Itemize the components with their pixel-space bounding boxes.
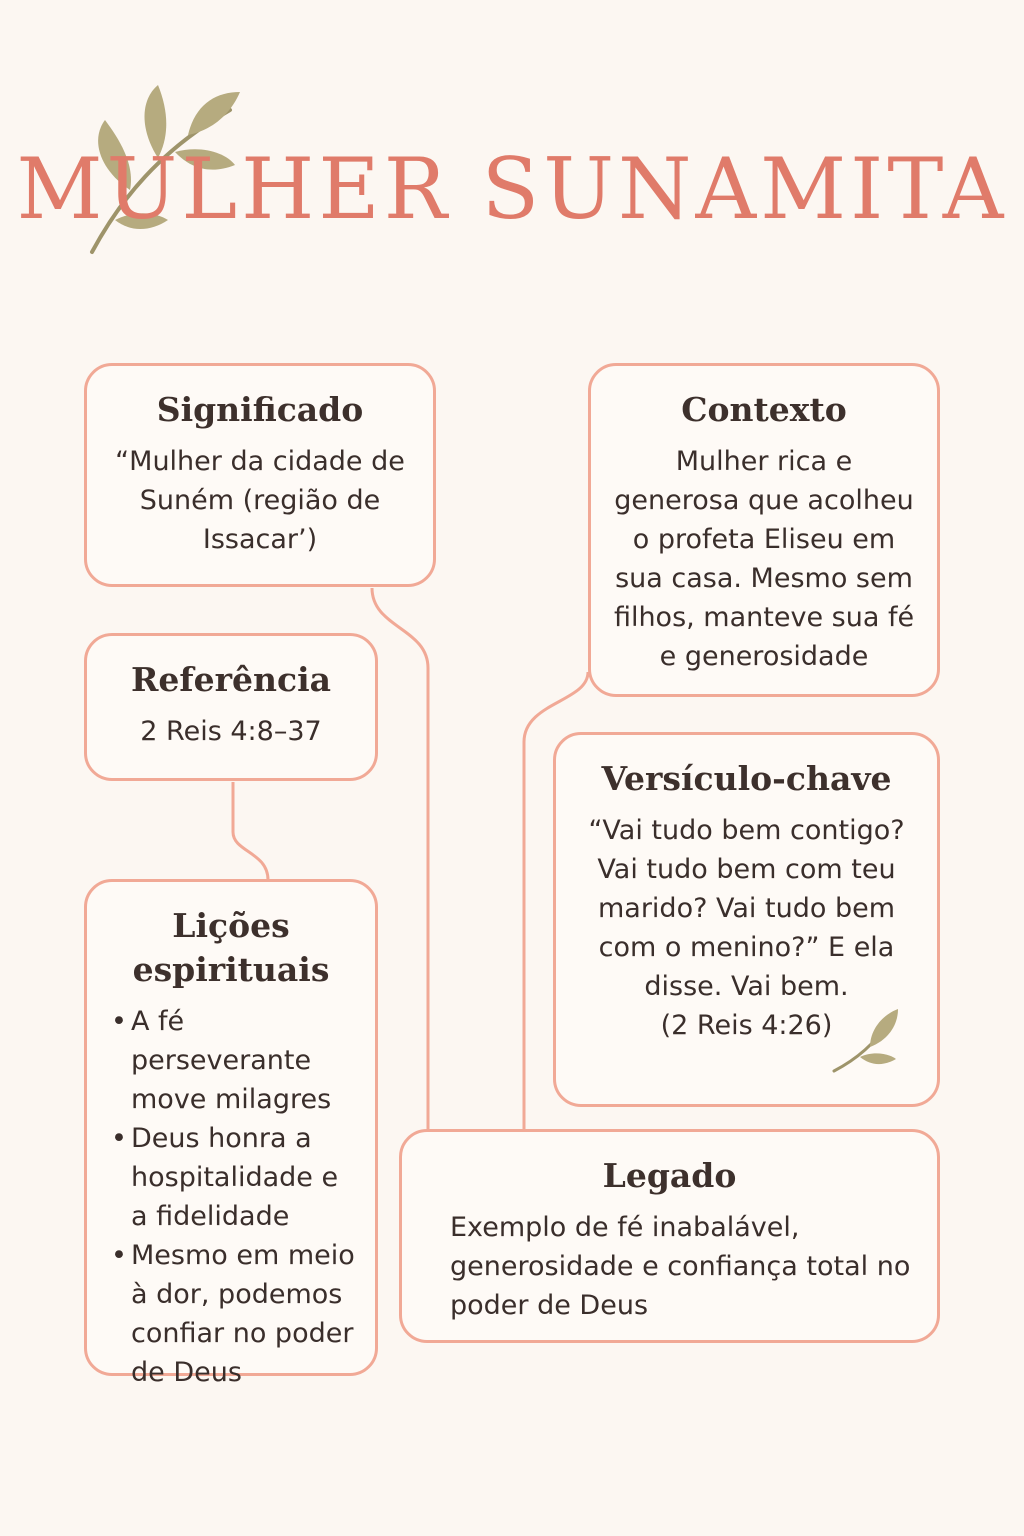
card-contexto xyxy=(588,363,940,697)
card-heading: Versículo-chave xyxy=(601,759,892,798)
small-leaf-icon xyxy=(830,1005,905,1075)
connector-referencia-licoes xyxy=(233,782,268,880)
card-heading: Lições espirituais xyxy=(132,906,330,989)
card-text: “Vai tudo bem contigo? Vai tudo bem com teu marido? Vai tudo bem com o menino?” E ela disse. Vai bem. xyxy=(588,815,905,1002)
verse-reference: (2 Reis 4:26) xyxy=(660,1010,833,1041)
connector-significado-legado xyxy=(372,588,428,1130)
lesson-list xyxy=(105,1002,357,1392)
card-heading: Contexto xyxy=(681,390,847,429)
card-referencia xyxy=(84,633,378,781)
card-heading: Legado xyxy=(602,1156,737,1195)
card-heading: Referência xyxy=(131,660,331,699)
card-significado xyxy=(84,363,436,587)
card-heading: Significado xyxy=(156,390,364,429)
lesson-item: • A fé perseverante move milagres xyxy=(105,1002,357,1119)
card-text: “Mulher da cidade de Suném (região de Issacar’) xyxy=(115,446,405,555)
lesson-item: • Deus honra a hospitalidade e a fidelidade xyxy=(105,1119,357,1236)
card-text: Mulher rica e generosa que acolheu o profeta Eliseu em sua casa. Mesmo sem filhos, manteve sua fé e generosidade xyxy=(613,446,915,672)
card-text: 2 Reis 4:8–37 xyxy=(140,716,322,747)
page-title: MULHER SUNAMITA xyxy=(16,140,1008,238)
lesson-item: • Mesmo em meio à dor, podemos confiar no poder de Deus xyxy=(105,1236,357,1392)
card-text: Exemplo de fé inabalável, generosidade e confiança total no poder de Deus xyxy=(450,1212,911,1321)
card-licoes-espirituais xyxy=(84,879,378,1388)
card-legado xyxy=(399,1129,940,1343)
